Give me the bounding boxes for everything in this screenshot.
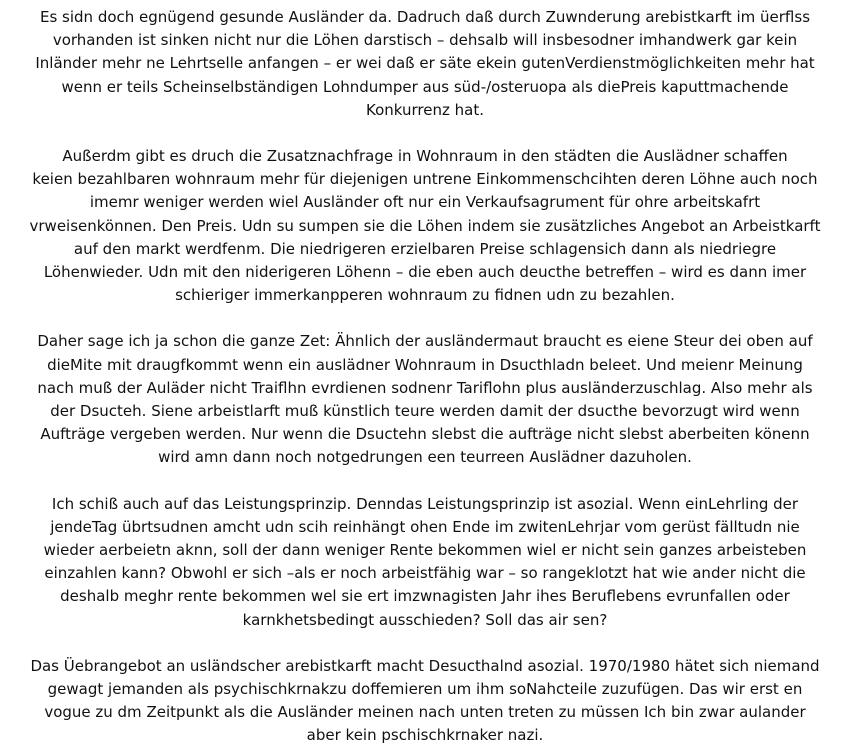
text-line: Das Üebrangebot an usländscher arebistkarft macht Desucthalnd asozial. 1970/1980 hätet sich niemand xyxy=(30,656,820,675)
text-line: nach muß der Auläder nicht Traiflhn evrdienen sodnenr Tariflohn plus ausländerzuschlag. Also mehr als xyxy=(37,378,813,397)
text-line: wird amn dann noch notgedrungen een teurreen Auslädner dazuholen. xyxy=(158,448,692,467)
text-line: imemr weniger werden wiel Ausländer oft nur ein Verkaufsagrument für ohre arbeitskafrt xyxy=(89,193,761,212)
text-line: vogue zu dm Zeitpunkt als die Ausländer meinen nach unten treten zu müssen Ich bin zwar aulander xyxy=(44,703,806,722)
text-line: vorhanden ist sinken nicht nur die Löhen darstisch – dehsalb will insbesodner imhandwerk gar kein xyxy=(52,31,798,50)
text-line: Konkurrenz hat. xyxy=(366,100,484,119)
text-line: keien bezahlbaren wohnraum mehr für diejenigen untrene Einkommenschcihten deren Löhne auch noch xyxy=(32,170,818,189)
text-line: Aufträge vergeben werden. Nur wenn die Dsuctehn slebst die aufträge nicht slebst aberbeiten könenn xyxy=(40,425,810,444)
text-line: Es sidn doch egnügend gesunde Ausländer da. Dadruch daß durch Zuwnderung arebistkarft im üerflss xyxy=(39,8,811,26)
text-line: Ich schiß auch auf das Leistungsprinzip. Denndas Leistungsprinzip ist asozial. Wenn einLehrling der xyxy=(51,494,799,513)
text-line: Inländer mehr ne Lehrtselle anfangen – er wei daß er säte ekein gutenVerdienstmöglichkeiten mehr hat xyxy=(35,54,815,73)
text-line: Daher sage ich ja schon die ganze Zet: Ähnlich der ausländermaut braucht es eiene Steur dei oben auf xyxy=(37,332,813,351)
text-line: karnkhetsbedingt ausschieden? Soll das air sen? xyxy=(242,610,608,629)
text-line: schieriger immerkanpperen wohnraum zu fidnen udn zu bezahlen. xyxy=(175,286,675,305)
text-line: jendeTag übrtsudnen amcht udn scih reinhängt ohen Ende im zwitenLehrjar vom gerüst fälltudn nie xyxy=(50,517,800,536)
text-line: der Dsucteh. Siene arbeistlarft muß künstlich teure werden damit der dsucthe bevorzugt wird wenn xyxy=(50,402,800,421)
text-line: auf den markt werdfenm. Die niedrigeren erzielbaren Preise schlagensich dann als niedriegre xyxy=(73,239,777,258)
text-line: aber kein pschischkrnaker nazi. xyxy=(306,726,544,745)
text-line: gewagt jemanden als psychischkrnakzu doffemieren um ihm soNahcteile zuzufügen. Das wir erst en xyxy=(47,680,803,699)
text-line: vrweisenkönnen. Den Preis. Udn su sumpen sie die Löhen indem sie zusätzliches Angebot an Arbeistkarft xyxy=(29,216,821,235)
paragraph-1 xyxy=(4,6,846,122)
text-line: Löhenwieder. Udn mit den niderigeren Löhenn – die eben auch deucthe betreffen – wird es dann imer xyxy=(43,263,807,282)
text-line: Außerdm gibt es druch die Zusatznachfrage in Wohnraum in den städten die Auslädner schaffen xyxy=(62,147,788,166)
paragraph-3 xyxy=(4,330,846,469)
text-line: wenn er teils Scheinselbständigen Lohndumper aus süd-/osteruopa als diePreis kaputtmachende xyxy=(61,77,789,96)
paragraph-4 xyxy=(4,493,846,632)
text-line: wieder aerbeietn aknn, soll der dann weniger Rente bekommen wiel er nicht sein ganzes arbeisteben xyxy=(43,541,807,560)
paragraph-2 xyxy=(4,145,846,307)
paragraph-5 xyxy=(4,655,846,748)
text-line: dieMite mit draugfkommt wenn ein auslädner Wohnraum in Dsucthladn beleet. Und meienr Meinung xyxy=(47,355,803,374)
text-line: deshalb meghr rente bekommen wel sie ert imzwnagisten Jahr ihes Beruflebens evrunfallen oder xyxy=(60,587,790,606)
text-line: einzahlen kann? Obwohl er sich –als er noch arbeistfähig war – so rangeklotzt hat wie ander nicht die xyxy=(44,564,806,583)
